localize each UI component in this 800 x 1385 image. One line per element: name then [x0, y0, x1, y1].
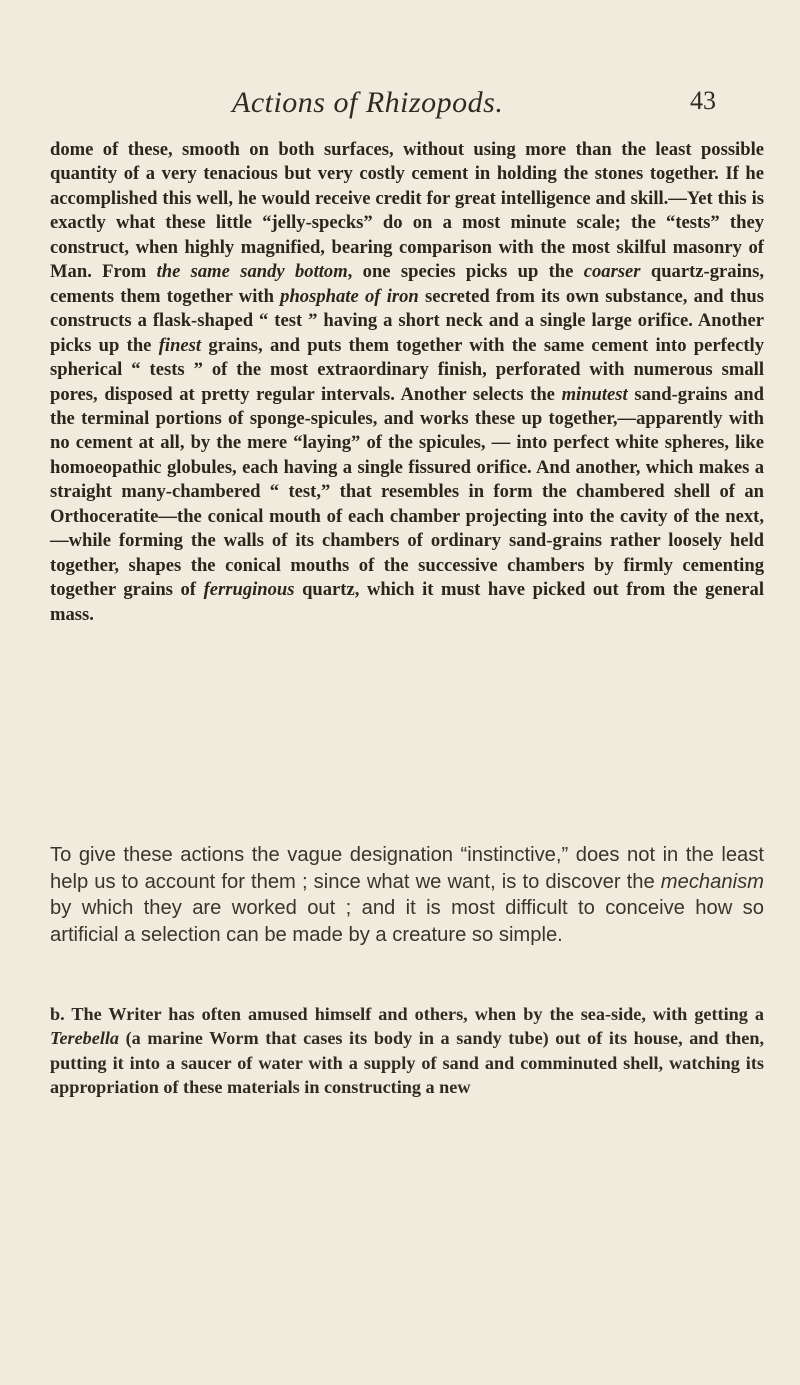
italic-text: phosphate of iron: [280, 285, 419, 307]
running-title: Actions of Rhizopods.: [232, 86, 504, 119]
text-run: by which they are worked out ; and it is most difficult to conceive how so artificial a selection can be made by a creature so simple.: [50, 897, 764, 946]
italic-text: the same sandy bottom: [156, 261, 348, 283]
page-header: [0, 86, 800, 126]
text-run: quartz, which it must have picked out from the general mass.: [50, 579, 764, 625]
italic-text: minutest: [561, 383, 628, 405]
text-run: secreted from its own substance, and thus constructs a flask-shaped “ test ” having a short neck and a single large orifice. Another picks up the: [50, 285, 764, 356]
italic-text: mechanism: [660, 870, 764, 893]
page-number: 43: [690, 86, 716, 115]
text-run: dome of these, smooth on both surfaces, without using more than the least possible quantity of a very tenacious but very costly cement in holding the stones together. If he accomplished this well, he would receive credit for great intelligence and skill.—Yet this is exactly what these little “jelly-specks” do on a most minute scale; the “tests” they construct, when highly magnified, bearing comparison with the most skilful masonry of Man. From: [50, 139, 764, 283]
paragraph-text: [50, 138, 764, 627]
text-run: , one species picks up the: [347, 261, 584, 283]
paragraph-text: [50, 842, 764, 948]
text-run: To give these actions the vague designation “instinctive,” does not in the least help us to account for them ; since what we want, is to discover the: [50, 844, 764, 893]
text-run: grains, and puts them together with the same cement into perfectly spherical “ tests ” of the most extraordinary finish, perforated with numerous small pores, disposed at pretty regular intervals. Another selects the: [50, 334, 764, 405]
italic-text: Terebella: [50, 1028, 120, 1049]
text-run: quartz-grains, cements them together with: [50, 261, 764, 307]
footnote: [50, 1002, 764, 1100]
body-paragraph-1: [50, 138, 764, 627]
body-paragraph-2: [50, 842, 764, 948]
text-run: (a marine Worm that cases its body in a sandy tube) out of its house, and then, putting it into a saucer of water with a supply of sand and comminuted shell, watching its appropriation of these materials in constructing a new: [50, 1028, 764, 1098]
text-run: sand-grains and the terminal portions of sponge-spicules, and works these up together,—apparently with no cement at all, by the mere “laying” of the spicules, — into perfect white spheres, like homoeopathic globules, each having a single fissured orifice. And another, which makes a straight many-chambered “ test,” that resembles in form the chambered shell of an Orthoceratite—the conical mouth of each chamber projecting into the cavity of the next,—while forming the walls of its chambers of ordinary sand-grains rather loosely held together, shapes the conical mouths of the successive chambers by firmly cementing together grains of: [50, 383, 764, 601]
footnote-text: [50, 1002, 764, 1100]
italic-text: finest: [158, 334, 202, 356]
italic-text: coarser: [583, 261, 641, 283]
italic-text: ferruginous: [203, 579, 295, 601]
text-run: b. The Writer has often amused himself and others, when by the sea-side, with getting a: [50, 1004, 764, 1024]
